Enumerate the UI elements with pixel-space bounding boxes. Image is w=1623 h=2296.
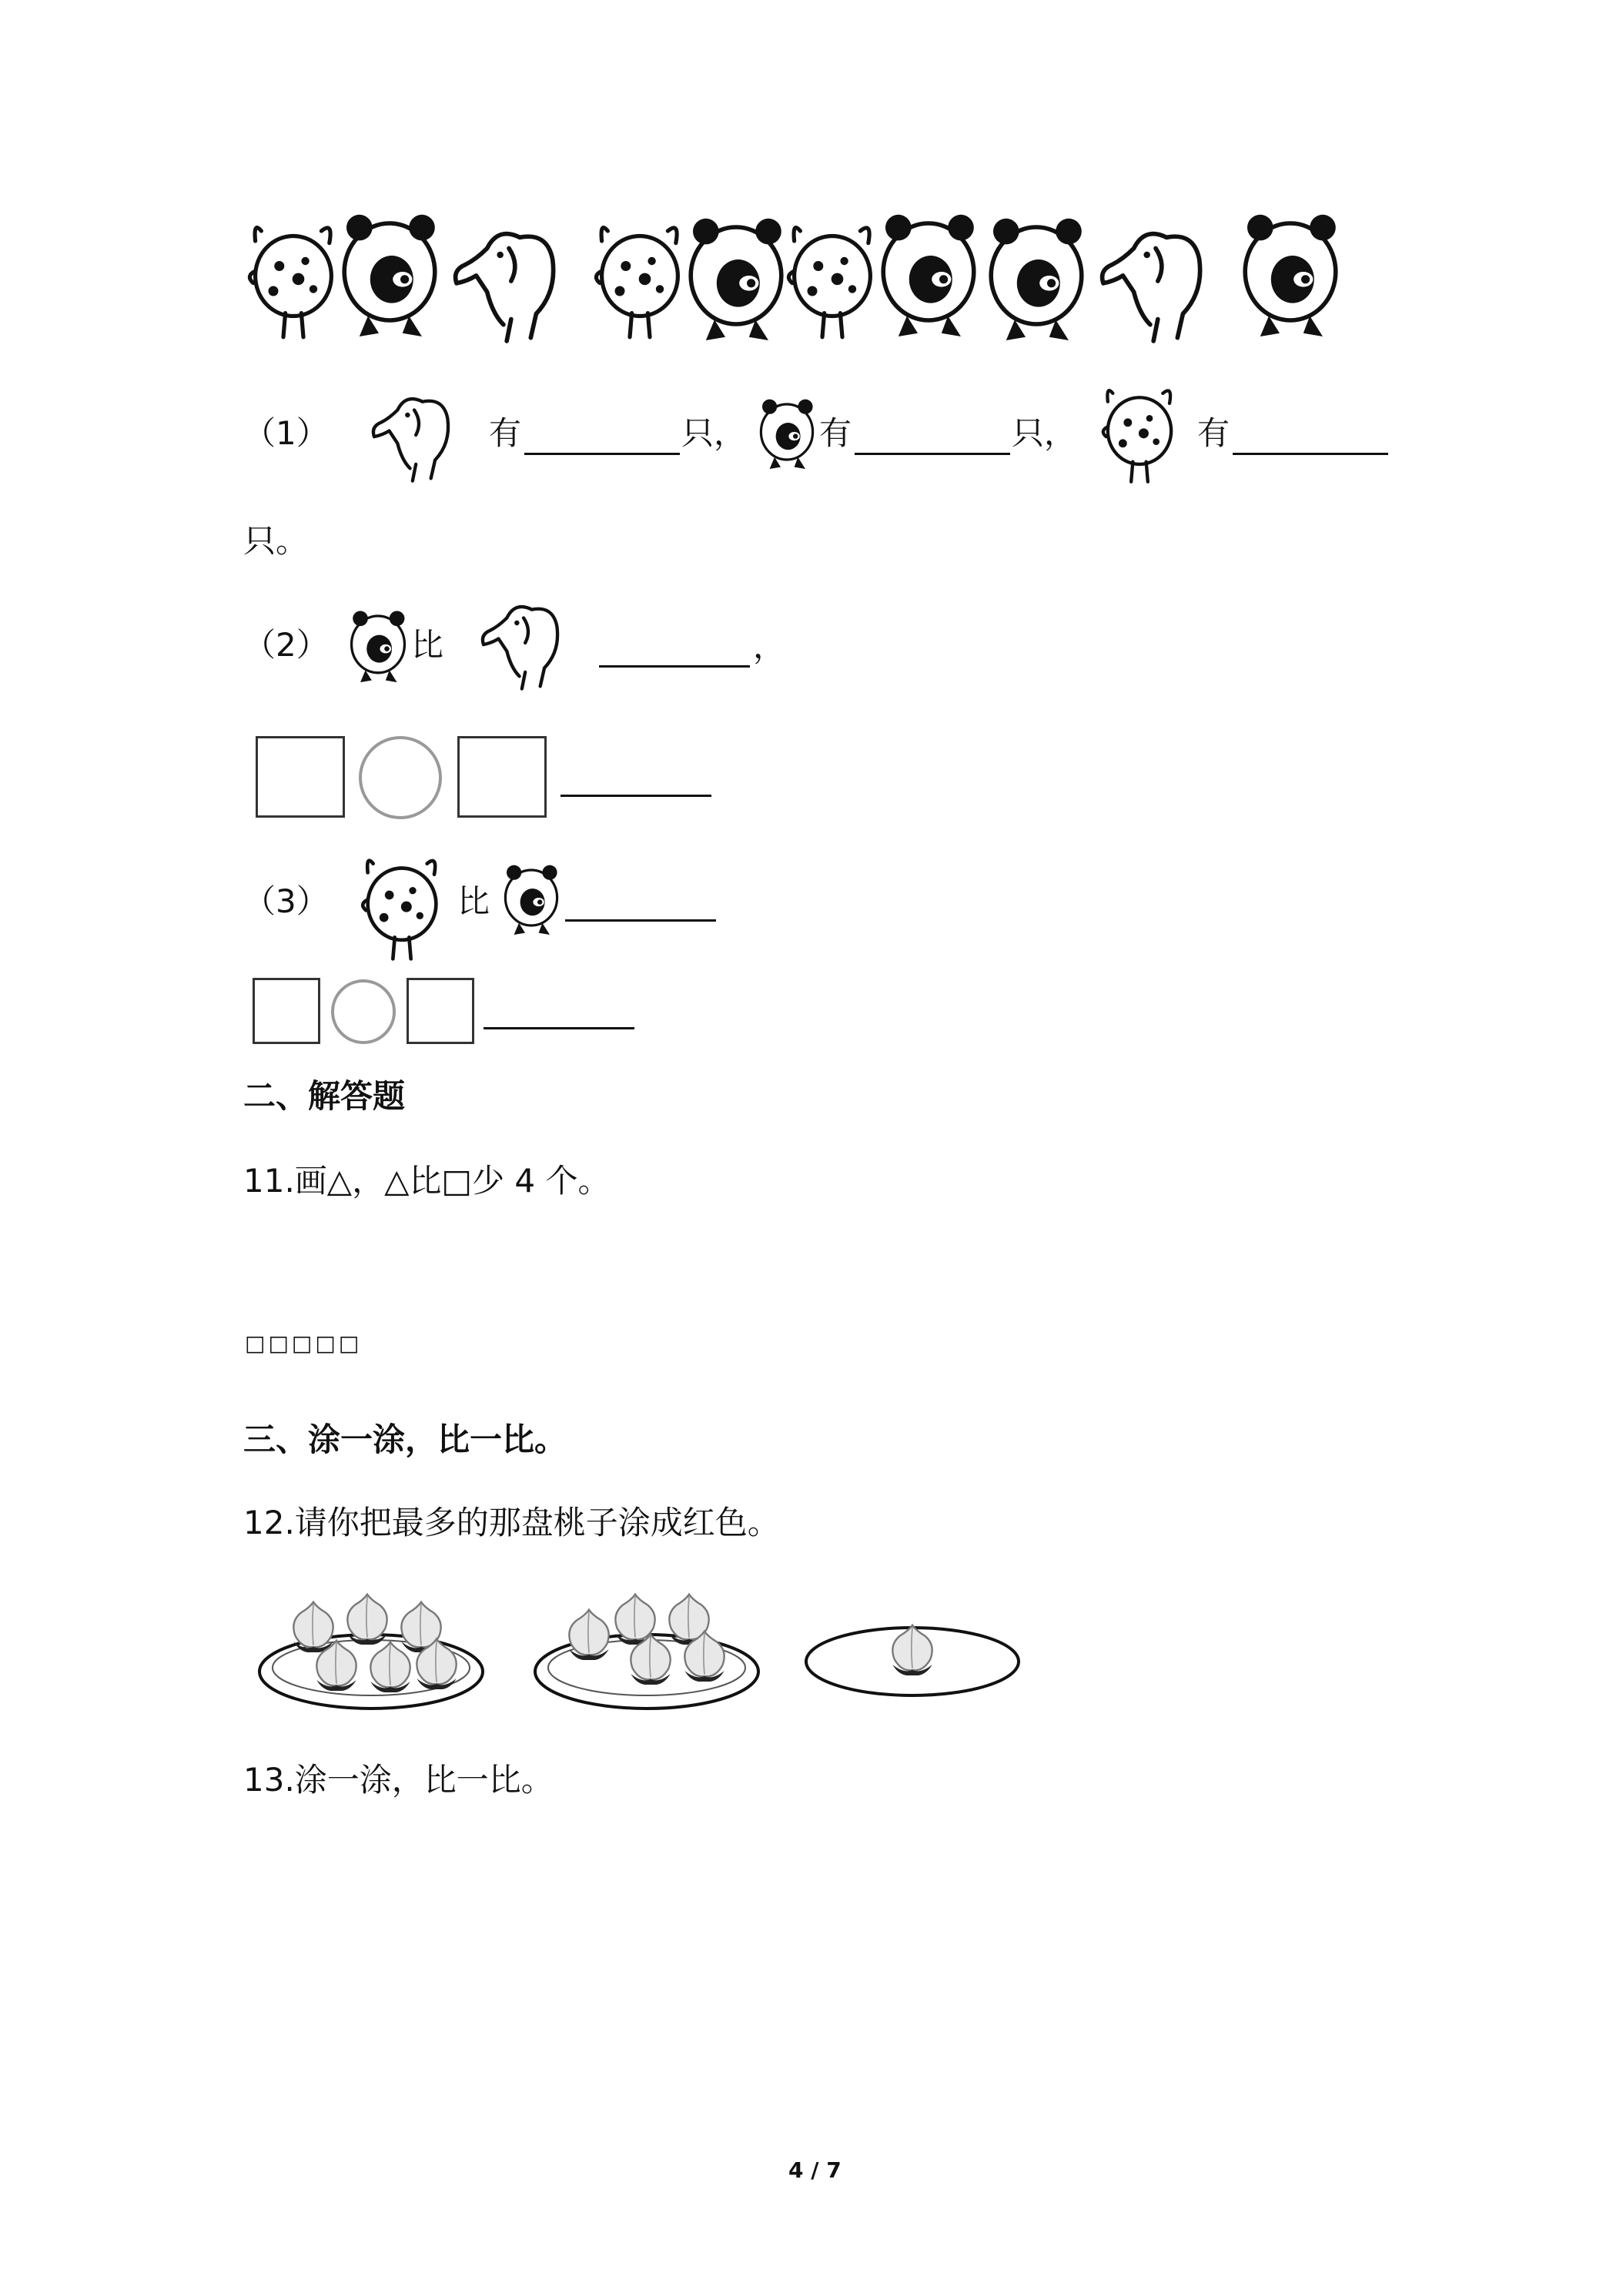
panda-icon bbox=[346, 608, 410, 687]
q10-part3-text-bi: 比 bbox=[457, 882, 490, 920]
page-number: 4 / 7 bbox=[788, 2157, 842, 2183]
q10-part1-text-you: 有 bbox=[819, 414, 852, 452]
peach-icon bbox=[885, 1622, 939, 1675]
q10-part1-number: （1） bbox=[243, 414, 329, 452]
q10-part2-comma: ， bbox=[753, 628, 786, 665]
panda-icon bbox=[756, 397, 818, 474]
q10-part2-number: （2） bbox=[243, 626, 329, 664]
answer-blank[interactable] bbox=[484, 993, 634, 1029]
q10-part1-text-you: 有 bbox=[1197, 414, 1230, 452]
peach-plate[interactable] bbox=[256, 1583, 487, 1714]
panda-icon bbox=[875, 208, 982, 346]
compare-box-left[interactable] bbox=[253, 978, 320, 1044]
compare-box-right[interactable] bbox=[457, 736, 547, 818]
deer-icon bbox=[782, 216, 882, 346]
deer-icon bbox=[243, 216, 343, 346]
section-heading: 二、解答题 bbox=[243, 1077, 406, 1115]
elephant-icon bbox=[443, 216, 574, 346]
q11-squares: □□□□□ bbox=[245, 1330, 363, 1356]
elephant-icon bbox=[345, 385, 484, 485]
animal-row bbox=[243, 208, 1360, 354]
drawing-area[interactable] bbox=[243, 1217, 1013, 1309]
peach-plate[interactable] bbox=[801, 1583, 1024, 1714]
answer-blank[interactable] bbox=[561, 761, 711, 797]
deer-icon bbox=[1097, 385, 1182, 485]
answer-blank[interactable] bbox=[1233, 419, 1388, 455]
peach-icon bbox=[410, 1635, 463, 1689]
compare-circle[interactable] bbox=[359, 736, 442, 819]
deer-icon bbox=[590, 216, 690, 346]
elephant-icon bbox=[1090, 216, 1221, 346]
section-heading: 三、涂一涂，比一比。 bbox=[243, 1421, 567, 1458]
peach-icon bbox=[310, 1637, 363, 1691]
panda-icon bbox=[682, 212, 790, 350]
q10-part1-text-you: 有 bbox=[489, 414, 522, 452]
q10-part1-text-zhi: 只， bbox=[681, 414, 747, 452]
panda-icon bbox=[1236, 208, 1344, 346]
q10-part3-number: （3） bbox=[243, 882, 329, 920]
panda-icon bbox=[336, 208, 443, 346]
peach-icon bbox=[624, 1631, 678, 1685]
answer-blank[interactable] bbox=[599, 631, 750, 668]
panda-icon bbox=[982, 212, 1090, 350]
peach-plate[interactable] bbox=[531, 1583, 762, 1714]
q13-text: 13.涂一涂，比一比。 bbox=[243, 1761, 554, 1799]
deer-icon bbox=[356, 855, 448, 962]
compare-box-left[interactable] bbox=[256, 736, 345, 818]
q11-text: 11.画△，△比□少 4 个。 bbox=[243, 1162, 611, 1200]
peach-icon bbox=[678, 1628, 731, 1682]
q10-part2-text-bi: 比 bbox=[411, 626, 444, 664]
answer-blank[interactable] bbox=[524, 419, 680, 455]
answer-blank[interactable] bbox=[565, 885, 716, 922]
q10-part1-text-zhi: 只。 bbox=[243, 522, 309, 560]
q12-text: 12.请你把最多的那盘桃子涂成红色。 bbox=[243, 1504, 780, 1541]
panda-icon bbox=[500, 862, 562, 939]
compare-circle[interactable] bbox=[331, 979, 396, 1044]
answer-blank[interactable] bbox=[855, 419, 1010, 455]
q10-part1-text-zhi: 只， bbox=[1012, 414, 1077, 452]
compare-box-right[interactable] bbox=[407, 978, 474, 1044]
elephant-icon bbox=[454, 593, 593, 693]
